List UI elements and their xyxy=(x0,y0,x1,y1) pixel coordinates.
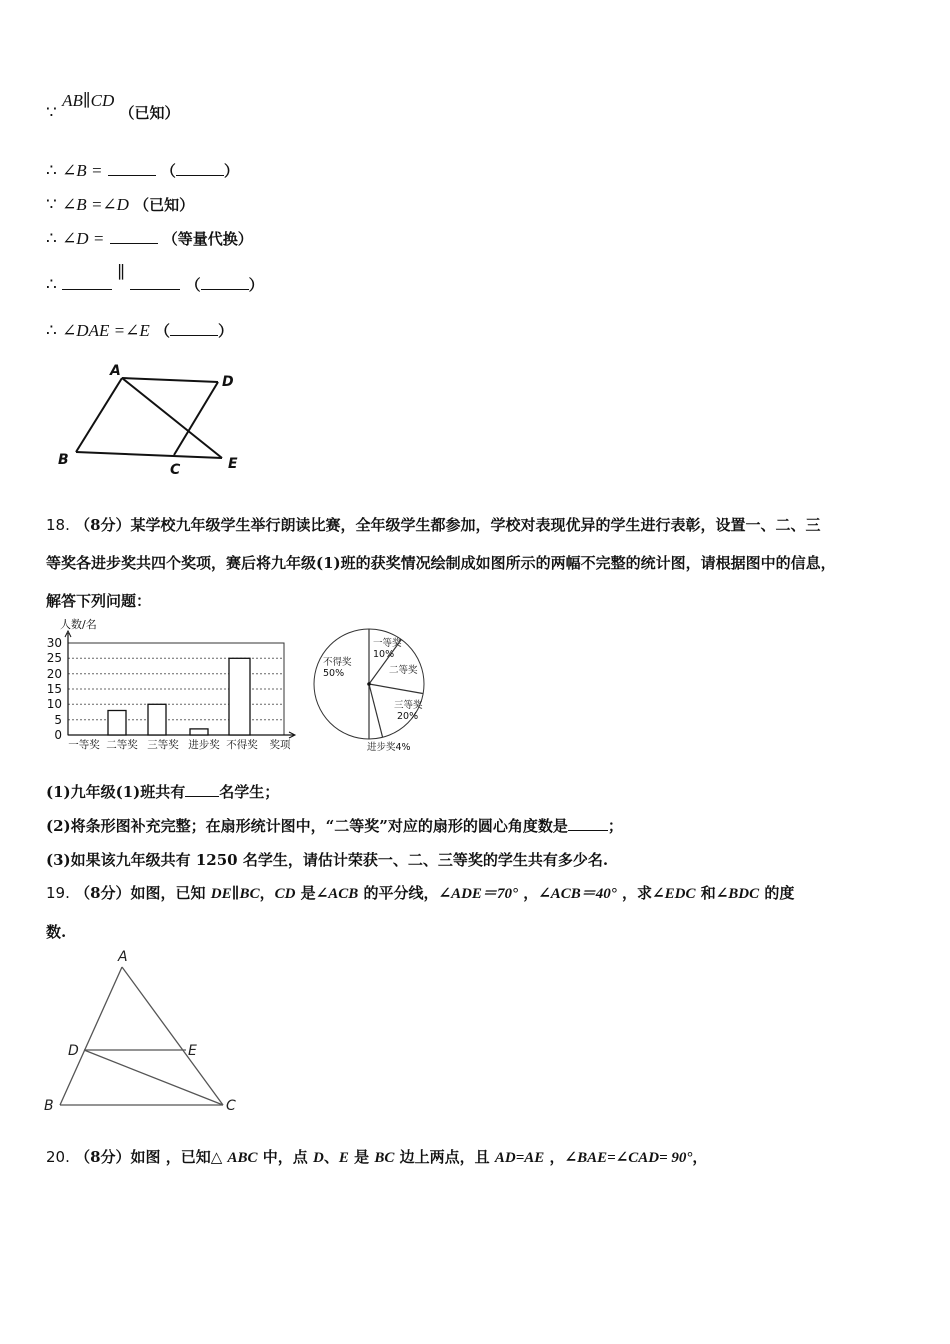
label-a: A xyxy=(118,949,128,965)
figure-abcde xyxy=(50,360,250,480)
bar-progress-prize xyxy=(190,729,208,735)
proof-expression: ∠B = xyxy=(62,161,103,180)
svg-text:20: 20 xyxy=(46,667,62,681)
reason-blank[interactable] xyxy=(201,276,249,290)
proof-reason: （等量代换） xyxy=(162,230,253,248)
bar-third-prize xyxy=(148,704,166,735)
y-axis-label: 人数/名 xyxy=(60,618,97,631)
svg-text:0: 0 xyxy=(54,728,62,742)
question-number: 18. xyxy=(46,516,70,534)
proof-expression: AB∥CD xyxy=(62,91,115,110)
answer-blank[interactable] xyxy=(185,783,219,797)
proof-expression: ∠D = xyxy=(62,229,105,248)
svg-text:5: 5 xyxy=(54,713,62,727)
bar-no-prize xyxy=(229,658,250,735)
pie-label-none: 不得奖 xyxy=(323,657,352,668)
parallel-symbol: ∥ xyxy=(117,263,126,282)
proof-line-1 xyxy=(46,91,180,123)
svg-text:三等奖: 三等奖 xyxy=(147,739,179,751)
label-c: C xyxy=(226,1098,236,1114)
therefore-symbol: ∴ xyxy=(46,229,57,249)
q18-sub3: (3)如果该九年级共有 1250 名学生，请估计荣获一、二、三等奖的学生共有多少名. xyxy=(46,851,609,869)
pie-label-first: 一等奖 xyxy=(373,638,402,649)
label-b: B xyxy=(44,1098,54,1114)
question-20: 20. （8分）如图 ，已知△ ABC 中，点 D、E 是 BC 边上两点，且 AD=AE ，∠BAE=∠CAD= 90°， xyxy=(46,1148,708,1166)
answer-blank[interactable] xyxy=(108,162,156,176)
label-c: C xyxy=(170,462,181,478)
figure-triangle xyxy=(40,945,250,1120)
proof-line-5: ∴ ∥ （ ） xyxy=(46,263,264,295)
svg-text:50%: 50% xyxy=(323,668,345,679)
svg-text:20%: 20% xyxy=(397,711,419,722)
proof-reason: （已知） xyxy=(134,196,195,214)
q18-sub1: (1)九年级(1)班共有 名学生； xyxy=(46,783,280,801)
therefore-symbol: ∴ xyxy=(46,275,57,295)
bar-second-prize xyxy=(108,711,126,736)
because-symbol: ∵ xyxy=(46,103,57,123)
svg-text:25: 25 xyxy=(46,651,62,665)
proof-reason: （已知） xyxy=(119,104,180,122)
question-score: （8分） xyxy=(75,516,131,534)
therefore-symbol: ∴ xyxy=(46,321,57,341)
x-axis-label: 奖项 xyxy=(269,739,291,751)
svg-text:10: 10 xyxy=(46,697,62,711)
proof-expression: ∠DAE =∠E xyxy=(62,321,150,340)
pie-label-second: 二等奖 xyxy=(389,665,418,676)
question-19: 19. （8分）如图，已知 DE∥BC，CD 是∠ACB 的平分线，∠ADE＝70° ，∠ACB＝40° ，求∠EDC 和∠BDC 的度 数. xyxy=(46,884,795,941)
q18-sub2: (2)将条形图补充完整；在扇形统计图中，“二等奖”对应的扇形的圆心角度数是 ； xyxy=(46,817,623,835)
proof-line-4 xyxy=(46,228,253,249)
question-text-line1: 某学校九年级学生举行朗读比赛，全年级学生都参加，学校对表现优异的学生进行表彰，设置一、二、三 xyxy=(130,516,821,534)
reason-blank[interactable] xyxy=(170,322,218,336)
pie-label-progress: 进步奖4% xyxy=(367,742,411,753)
svg-text:10%: 10% xyxy=(373,649,395,660)
proof-line-3 xyxy=(46,194,194,215)
svg-text:30: 30 xyxy=(46,636,62,650)
line2-blank[interactable] xyxy=(130,276,180,290)
svg-text:不得奖: 不得奖 xyxy=(226,739,258,751)
line1-blank[interactable] xyxy=(62,276,112,290)
label-a: A xyxy=(110,363,121,379)
label-e: E xyxy=(228,456,238,472)
proof-expression: ∠B =∠D xyxy=(62,195,129,214)
svg-text:进步奖: 进步奖 xyxy=(188,739,220,751)
question-18 xyxy=(46,506,916,620)
because-symbol: ∵ xyxy=(46,195,57,215)
answer-blank[interactable] xyxy=(568,817,608,831)
proof-line-2: ∴ ∠B = （ ） xyxy=(46,161,239,181)
svg-text:一等奖: 一等奖 xyxy=(68,739,100,751)
therefore-symbol: ∴ xyxy=(46,161,57,181)
label-d: D xyxy=(68,1043,79,1059)
svg-text:二等奖: 二等奖 xyxy=(106,739,138,751)
label-d: D xyxy=(222,374,234,390)
pie-chart xyxy=(305,620,435,755)
label-e: E xyxy=(188,1043,197,1059)
answer-blank[interactable] xyxy=(110,230,158,244)
bar-chart xyxy=(42,615,297,753)
pie-label-third: 三等奖 xyxy=(394,700,423,711)
proof-line-6: ∴ ∠DAE =∠E （ ） xyxy=(46,321,233,341)
reason-blank[interactable] xyxy=(176,162,224,176)
svg-text:15: 15 xyxy=(46,682,62,696)
label-b: B xyxy=(58,452,69,468)
question-text-line3: 解答下列问题： xyxy=(46,592,152,610)
question-text-line2: 等奖各进步奖共四个奖项，赛后将九年级(1)班的获奖情况绘制成如图所示的两幅不完整的统计图，请根据图中的信息， xyxy=(46,554,836,572)
